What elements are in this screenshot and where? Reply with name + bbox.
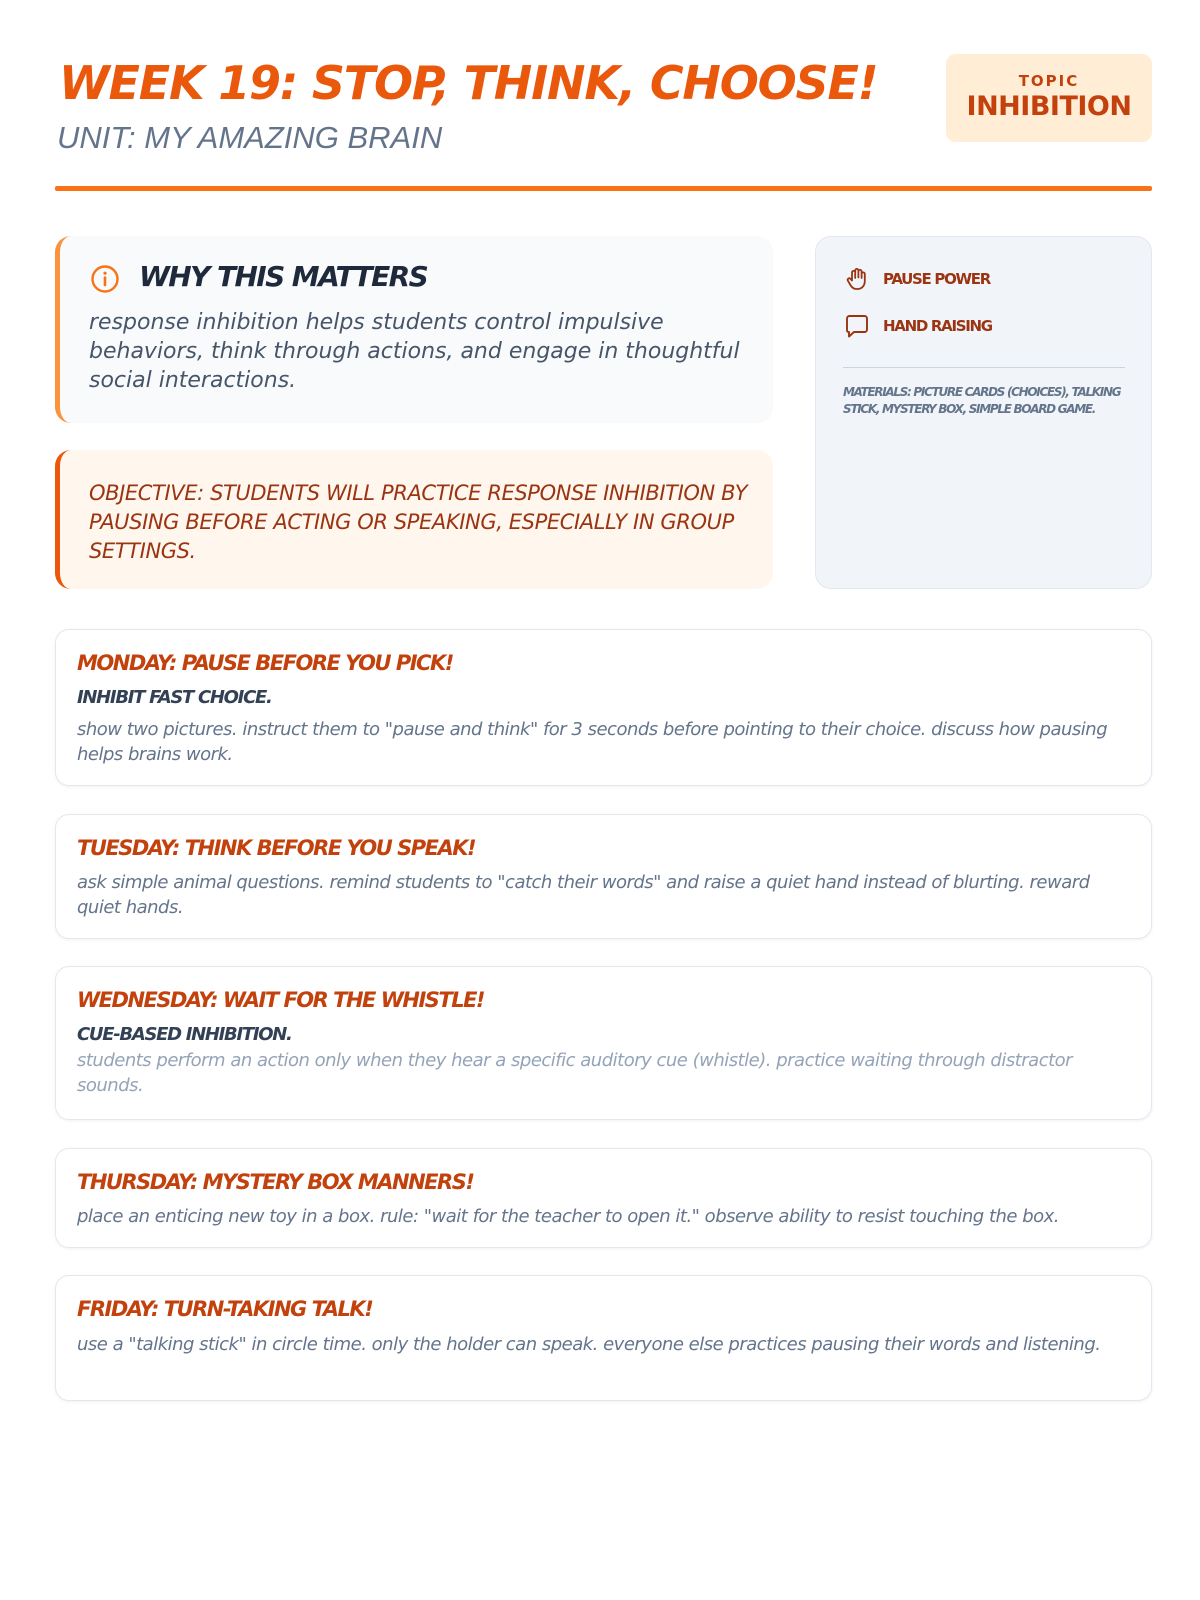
sidebar-divider (843, 367, 1125, 368)
day-card-tuesday (55, 814, 1152, 939)
day-subtitle: INHIBIT FAST CHOICE. (77, 687, 272, 708)
day-title: THURSDAY: MYSTERY BOX MANNERS! (77, 1170, 474, 1194)
day-title: FRIDAY: TURN-TAKING TALK! (77, 1297, 373, 1321)
objective-text: OBJECTIVE: STUDENTS WILL PRACTICE RESPONSE INHIBITION BY PAUSING BEFORE ACTING OR SPEAKING, ESPECIALLY IN GROUP SETTINGS. (89, 481, 748, 563)
day-title: WEDNESDAY: WAIT FOR THE WHISTLE! (77, 988, 485, 1012)
day-title: MONDAY: PAUSE BEFORE YOU PICK! (77, 651, 453, 675)
day-card-friday (55, 1275, 1152, 1401)
sidebar-item-label: PAUSE POWER (883, 270, 991, 288)
hand-icon (843, 265, 871, 293)
topic-label: TOPIC (1018, 72, 1080, 90)
header (55, 52, 1152, 186)
sidebar-item-hand-raising (843, 312, 992, 340)
day-card-thursday (55, 1148, 1152, 1248)
page-title: WEEK 19: STOP, THINK, CHOOSE! (59, 56, 878, 110)
objective-box (55, 450, 773, 589)
info-circle-icon (90, 264, 120, 294)
day-subtitle: CUE-BASED INHIBITION. (77, 1024, 292, 1045)
day-card-monday (55, 629, 1152, 786)
day-card-wednesday (55, 966, 1152, 1120)
header-divider (55, 186, 1152, 191)
speech-bubble-icon (843, 312, 871, 340)
sidebar-item-pause-power (843, 265, 990, 293)
materials-list: MATERIALS: PICTURE CARDS (CHOICES), TALKING STICK, MYSTERY BOX, SIMPLE BOARD GAME. (843, 385, 1121, 416)
day-description: students perform an action only when they hear a specific auditory cue (whistle). practice waiting through distractor sounds. (77, 1050, 1073, 1096)
topic-value: INHIBITION (966, 91, 1132, 122)
why-heading: WHY THIS MATTERS (139, 260, 428, 293)
lesson-plan-page (55, 52, 1152, 1355)
day-title: TUESDAY: THINK BEFORE YOU SPEAK! (77, 836, 476, 860)
why-this-matters-box (55, 236, 773, 423)
unit-subtitle: UNIT: MY AMAZING BRAIN (57, 120, 443, 155)
skills-sidebar (815, 236, 1152, 589)
day-description: show two pictures. instruct them to "pause and think" for 3 seconds before pointing to their choice. discuss how pausing helps brains work. (77, 719, 1108, 765)
topic-badge (946, 54, 1152, 142)
why-text: response inhibition helps students control impulsive behaviors, think through actions, and engage in thoughtful social interactions. (89, 310, 740, 393)
day-description: place an enticing new toy in a box. rule: "wait for the teacher to open it." observe ability to resist touching the box. (77, 1206, 1060, 1227)
sidebar-item-label: HAND RAISING (883, 317, 992, 335)
day-description: ask simple animal questions. remind students to "catch their words" and raise a quiet hand instead of blurting. reward quiet hands. (77, 872, 1090, 918)
day-description: use a "talking stick" in circle time. only the holder can speak. everyone else practices pausing their words and listening. (77, 1334, 1101, 1355)
